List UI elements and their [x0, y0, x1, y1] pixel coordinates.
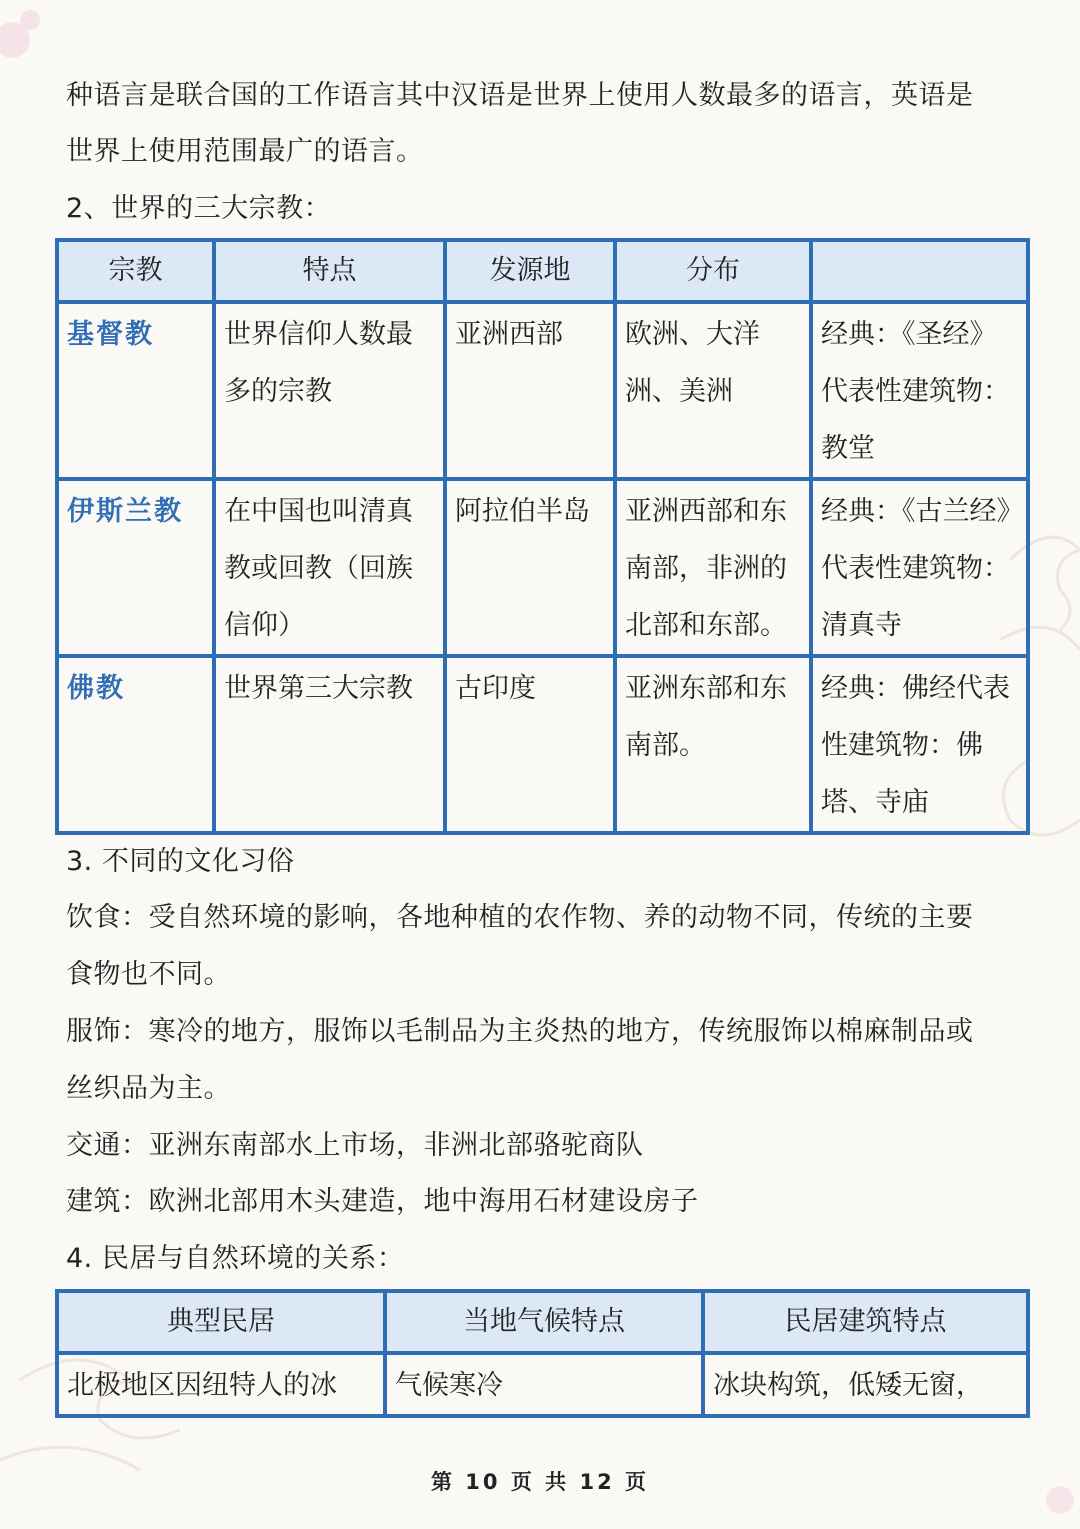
header-building-features: 民居建筑特点 — [703, 1291, 1028, 1353]
section-4-heading: 4. 民居与自然环境的关系： — [66, 1243, 405, 1274]
intro-line-2: 世界上使用范围最广的语言。 — [66, 136, 424, 167]
dwellings-table-header-row — [57, 1291, 1028, 1353]
transport-line: 交通：亚洲东南部水上市场，非洲北部骆驼商队 — [66, 1130, 644, 1161]
religion-distribution: 亚洲东部和东南部。 — [625, 673, 787, 761]
table-row — [57, 1353, 1028, 1416]
header-notes — [811, 240, 1028, 302]
religion-notes: 经典：《圣经》代表性建筑物：教堂 — [821, 319, 1010, 464]
intro-line-1: 种语言是联合国的工作语言其中汉语是世界上使用人数最多的语言，英语是 — [66, 80, 974, 111]
header-typical-dwelling: 典型民居 — [57, 1291, 385, 1353]
religion-name: 伊斯兰教 — [67, 496, 183, 527]
dwelling-name: 北极地区因纽特人的冰 — [67, 1370, 337, 1401]
religion-notes: 经典：《古兰经》代表性建筑物：清真寺 — [821, 496, 1010, 641]
header-feature: 特点 — [214, 240, 445, 302]
section-2-heading: 2、世界的三大宗教： — [66, 193, 332, 224]
religion-distribution: 欧洲、大洋洲、美洲 — [625, 319, 760, 407]
table-row — [57, 656, 1028, 833]
header-origin: 发源地 — [445, 240, 615, 302]
religion-distribution: 亚洲西部和东南部，非洲的北部和东部。 — [625, 496, 787, 641]
religions-table — [55, 238, 1030, 835]
dwellings-table — [55, 1289, 1030, 1418]
clothing-line-2: 丝织品为主。 — [66, 1073, 231, 1104]
dwelling-climate: 气候寒冷 — [395, 1370, 503, 1401]
food-line-1: 饮食：受自然环境的影响，各地种植的农作物、养的动物不同，传统的主要 — [66, 902, 974, 933]
religion-notes: 经典：佛经代表性建筑物：佛塔、寺庙 — [821, 673, 1010, 818]
clothing-line-1: 服饰：寒冷的地方，服饰以毛制品为主炎热的地方，传统服饰以棉麻制品或 — [66, 1016, 974, 1047]
religion-name: 佛教 — [67, 673, 125, 704]
religion-feature: 世界信仰人数最多的宗教 — [224, 319, 413, 407]
page-number: 第 10 页 共 12 页 — [430, 1470, 649, 1494]
table-row — [57, 302, 1028, 479]
section-3-heading: 3. 不同的文化习俗 — [66, 846, 295, 877]
religion-feature: 世界第三大宗教 — [224, 673, 413, 704]
table-row — [57, 479, 1028, 656]
religion-name: 基督教 — [67, 319, 154, 350]
religion-origin: 阿拉伯半岛 — [455, 496, 590, 527]
religion-feature: 在中国也叫清真教或回教（回族信仰） — [224, 496, 413, 641]
food-line-2: 食物也不同。 — [66, 959, 231, 990]
religion-origin: 古印度 — [455, 673, 536, 704]
building-line: 建筑：欧洲北部用木头建造，地中海用石材建设房子 — [66, 1186, 699, 1217]
religion-origin: 亚洲西部 — [455, 319, 563, 350]
dwelling-features: 冰块构筑，低矮无窗， — [713, 1370, 983, 1401]
religions-table-header-row — [57, 240, 1028, 302]
header-distribution: 分布 — [615, 240, 811, 302]
header-climate: 当地气候特点 — [385, 1291, 703, 1353]
header-religion: 宗教 — [57, 240, 214, 302]
